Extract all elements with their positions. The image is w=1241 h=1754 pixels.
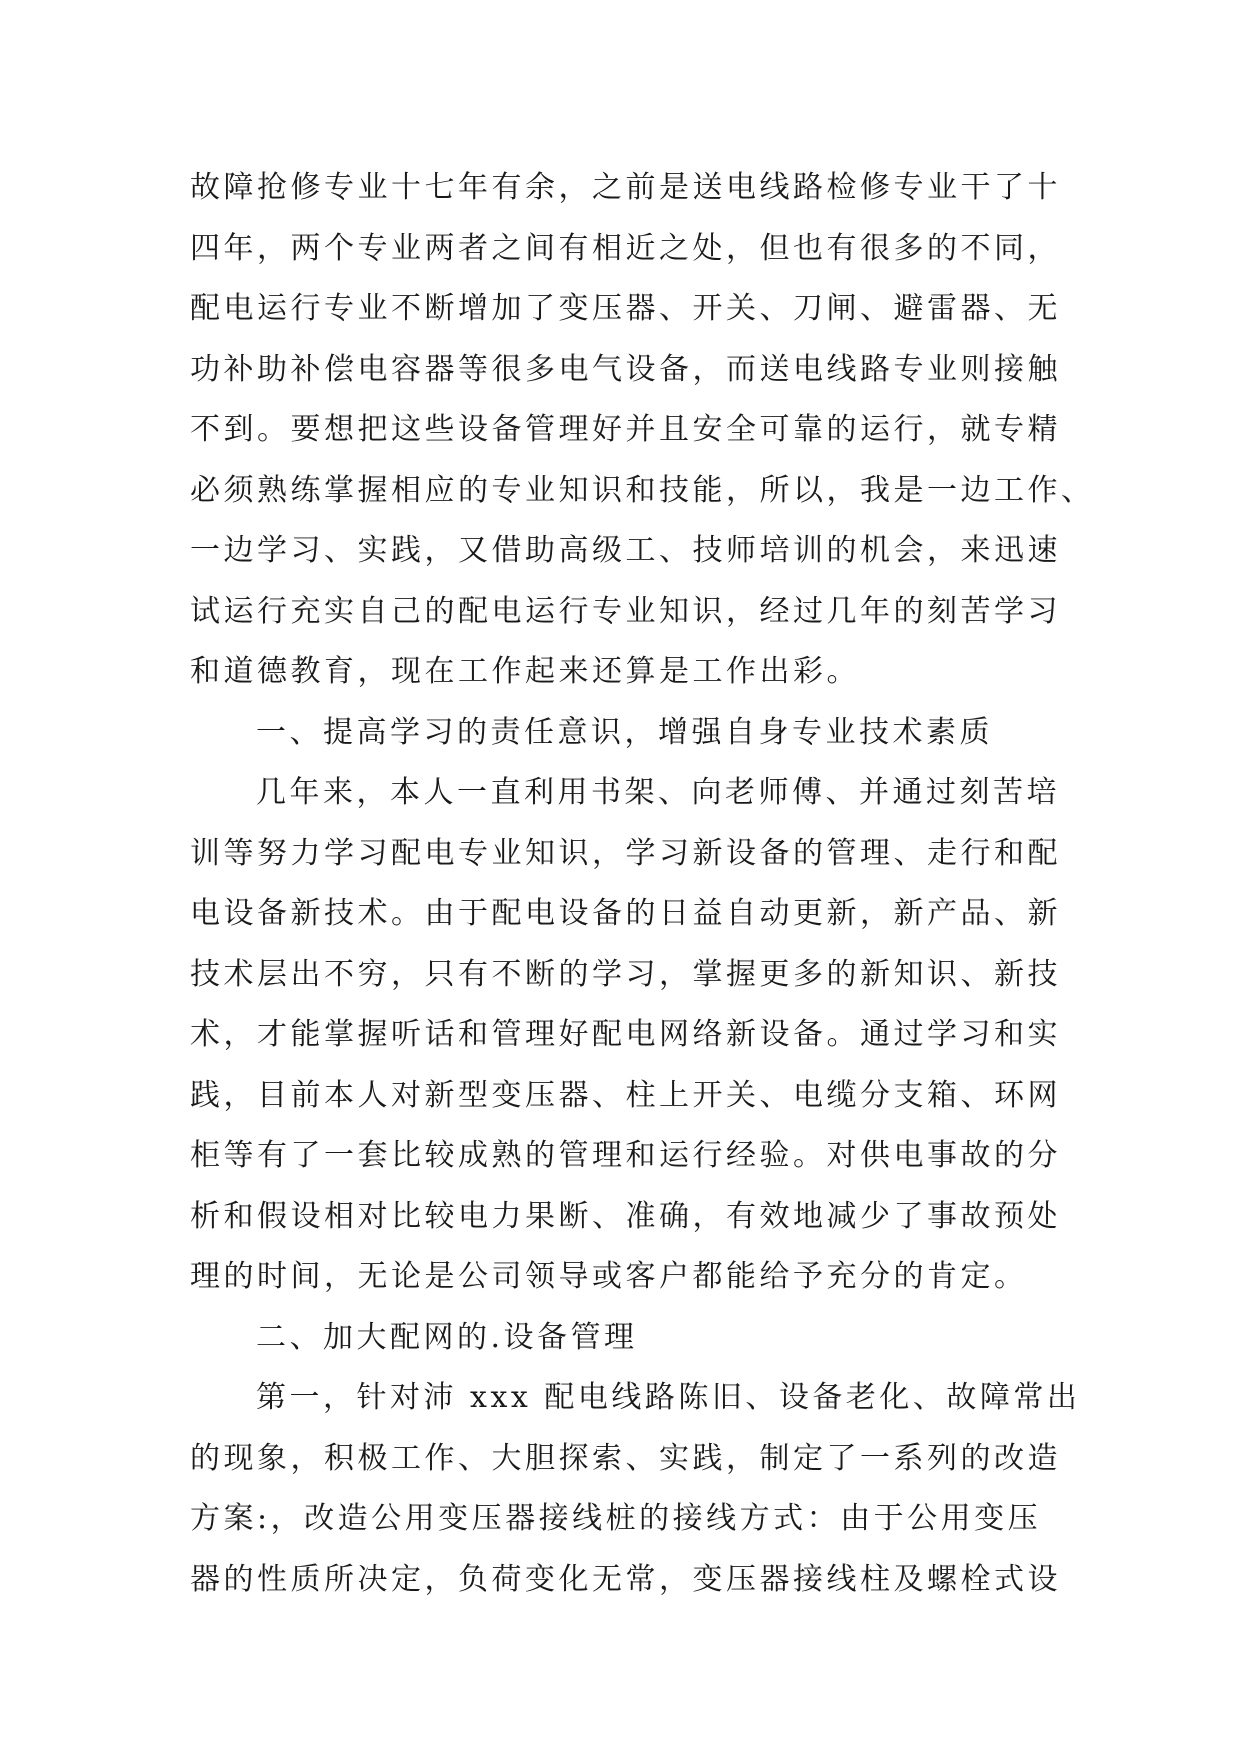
paragraph-start: 几年来，本人一直利用书架、向老师傅、并通过刻苦培 [256, 775, 1060, 810]
text-line: 试运行充实自己的配电运行专业知识，经过几年的刻苦学习 [190, 593, 1061, 629]
section-heading-1: 一、提高学习的责任意识，增强自身专业技术素质 [256, 714, 993, 750]
text-line: 和道德教育，现在工作起来还算是工作出彩。 [190, 654, 860, 689]
text-line: 术，才能掌握听话和管理好配电网络新设备。通过学习和实 [190, 1017, 1061, 1052]
text-line: 析和假设相对比较电力果断、准确，有效地减少了事故预处 [190, 1198, 1061, 1234]
section-heading-2: 二、加大配网的.设备管理 [256, 1319, 638, 1355]
text-line: 的现象，积极工作、大胆探索、实践，制定了一系列的改造 [190, 1440, 1061, 1476]
text-line: 训等努力学习配电专业知识，学习新设备的管理、走行和配 [190, 835, 1061, 871]
text-line: 电设备新技术。由于配电设备的日益自动更新，新产品、新 [190, 896, 1061, 931]
text-line: 配电运行专业不断增加了变压器、开关、刀闸、避雷器、无 [190, 291, 1061, 326]
text-line: 不到。要想把这些设备管理好并且安全可靠的运行，就专精 [190, 412, 1061, 447]
text-line: 理的时间，无论是公司领导或客户都能给予充分的肯定。 [190, 1259, 1028, 1294]
text-line: 践，目前本人对新型变压器、柱上开关、电缆分支箱、环网 [190, 1077, 1061, 1113]
text-line: 技术层出不穷，只有不断的学习，掌握更多的新知识、新技 [190, 956, 1061, 992]
paragraph-start: 第一，针对沛 xxx 配电线路陈旧、设备老化、故障常出 [256, 1380, 1081, 1415]
text-line: 功补助补偿电容器等很多电气设备，而送电线路专业则接触 [190, 351, 1061, 387]
text-line: 故障抢修专业十七年有余，之前是送电线路检修专业干了十 [190, 170, 1061, 205]
text-line: 四年，两个专业两者之间有相近之处，但也有很多的不同， [190, 230, 1061, 266]
text-line: 方案:，改造公用变压器接线桩的接线方式：由于公用变压 [190, 1501, 1042, 1536]
text-line: 柜等有了一套比较成熟的管理和运行经验。对供电事故的分 [190, 1138, 1061, 1173]
text-line: 必须熟练掌握相应的专业知识和技能，所以，我是一边工作、 [190, 472, 1095, 508]
document-body [190, 158, 1095, 1610]
text-line: 一边学习、实践，又借助高级工、技师培训的机会，来迅速 [190, 533, 1061, 568]
text-line: 器的性质所决定，负荷变化无常，变压器接线柱及螺栓式设 [190, 1561, 1061, 1597]
